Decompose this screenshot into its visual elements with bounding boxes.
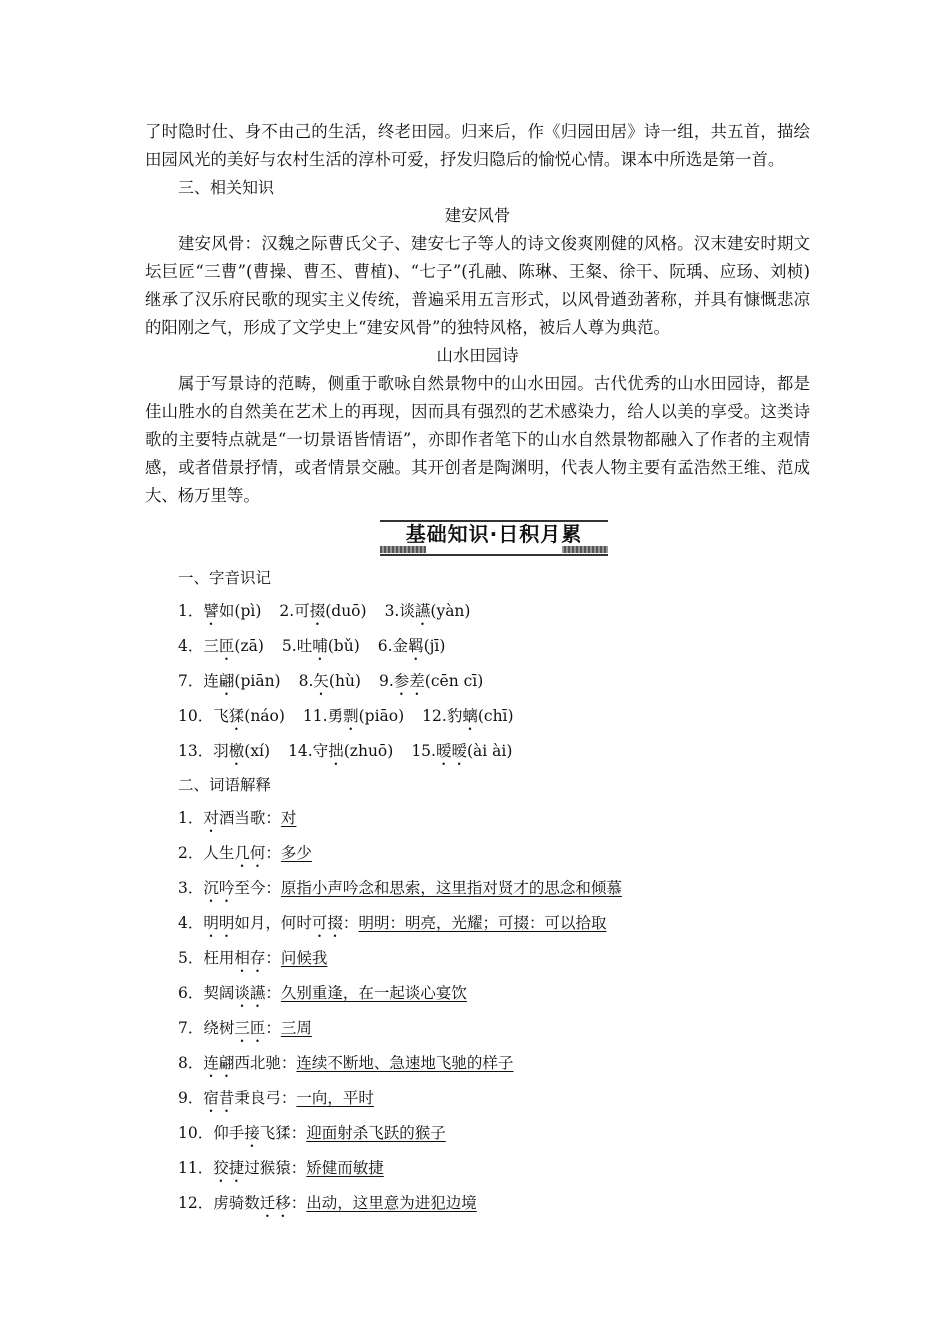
term-suffix: ： <box>265 844 281 862</box>
term-suffix: 至今： <box>234 879 281 897</box>
term-suffix: ： <box>265 949 281 967</box>
dotted-term: 几何 <box>234 844 266 862</box>
dotted-char: 拙 <box>328 742 344 760</box>
item-prefix: 谈 <box>399 602 415 620</box>
vocab-item <box>178 836 810 871</box>
vocab-item <box>178 906 810 941</box>
pinyin: (chī) <box>477 707 514 725</box>
dotted-char: 讌 <box>414 602 431 620</box>
vocab-item <box>178 1046 810 1081</box>
item-number: 8． <box>178 1054 204 1072</box>
item-number: 15. <box>411 742 436 760</box>
pinyin: (xí) <box>244 742 271 760</box>
item-number: 10． <box>178 1124 214 1142</box>
pronunciation-item <box>178 707 285 725</box>
answer-text: 问候我 <box>280 949 328 967</box>
vocab-item <box>178 1151 810 1186</box>
pronunciation-item <box>303 707 404 725</box>
vocab-list <box>145 801 810 1221</box>
pronunciation-item <box>282 637 360 655</box>
item-number: 2. <box>279 602 295 620</box>
item-number: 9. <box>378 672 394 690</box>
vocab-item <box>178 1116 810 1151</box>
dotted-term: 宿昔 <box>203 1089 235 1107</box>
pinyin: (ài ài) <box>466 742 513 760</box>
dotted-term: 明明 <box>203 914 235 932</box>
dotted-term: 狡捷 <box>213 1159 245 1177</box>
term-suffix: 酒当歌： <box>218 809 281 827</box>
dotted-char: 螭 <box>462 707 478 725</box>
term-prefix: 绕树 <box>203 1019 235 1037</box>
dotted-term: 三匝 <box>234 1019 266 1037</box>
item-prefix: 三 <box>203 637 219 655</box>
term-prefix: 契阔 <box>203 984 235 1002</box>
pronunciation-row <box>178 734 810 769</box>
item-suffix: 如 <box>218 602 235 620</box>
answer-text: 对 <box>280 809 297 827</box>
dotted-char: 翩 <box>218 672 235 690</box>
item-number: 3. <box>384 602 400 620</box>
dotted-char: 猱 <box>228 707 245 725</box>
vocab-item <box>178 1081 810 1116</box>
item-prefix: 连 <box>203 672 219 690</box>
item-number: 11. <box>302 707 328 725</box>
item-number: 11． <box>178 1159 214 1177</box>
item-prefix: 勇 <box>327 707 344 725</box>
item-number: 8. <box>298 672 314 690</box>
item-number: 12． <box>178 1194 214 1212</box>
pinyin: (cēn cī) <box>424 672 484 690</box>
item-number: 5. <box>281 637 297 655</box>
pronunciation-item <box>378 637 446 655</box>
item-prefix: 守 <box>312 742 329 760</box>
item-number: 2． <box>178 844 204 862</box>
pronunciation-item <box>422 707 513 725</box>
dotted-char: 剽 <box>343 707 359 725</box>
dotted-term: 可掇 <box>311 914 343 932</box>
term-suffix: 秉良弓： <box>234 1089 297 1107</box>
section3-heading: 三、相关知识 <box>178 178 275 197</box>
dotted-term: 谈讌 <box>234 984 266 1002</box>
pronunciation-item <box>279 602 366 620</box>
item-number: 4． <box>178 914 204 932</box>
item-prefix: 金 <box>392 637 409 655</box>
dotted-char: 匝 <box>218 637 235 655</box>
pronunciation-list <box>145 594 810 769</box>
pinyin: (zhuō) <box>343 742 394 760</box>
dotted-term: 迁移 <box>259 1194 291 1212</box>
vocab-item <box>178 871 810 906</box>
dotted-char: 羁 <box>408 637 424 655</box>
pronunciation-item <box>379 672 483 690</box>
dotted-char: 譬 <box>203 602 219 620</box>
term-prefix: 人生 <box>203 844 235 862</box>
dotted-term: 相存 <box>234 949 266 967</box>
dotted-char: 掇 <box>309 602 326 620</box>
item-number: 1． <box>178 809 204 827</box>
pronunciation-item <box>178 672 281 690</box>
item-number: 7． <box>178 672 204 690</box>
item-number: 6． <box>178 984 204 1002</box>
pinyin: (hù) <box>328 672 361 690</box>
pinyin: (duō) <box>325 602 367 620</box>
dotted-term: 接 <box>244 1124 260 1142</box>
pinyin: (zā) <box>234 637 264 655</box>
vocab-item <box>178 801 810 836</box>
pronunciation-item <box>288 742 393 760</box>
item-number: 14. <box>288 742 313 760</box>
pinyin: (náo) <box>244 707 285 725</box>
pronunciation-row <box>178 629 810 664</box>
vocab-heading: 二、词语解释 <box>178 776 272 794</box>
topic2-text: 属于写景诗的范畴，侧重于歌咏自然景物中的山水田园。古代优秀的山水田园诗，都是佳山胜水的自然美在艺术上的再现，因而具有强烈的艺术感染力，给人以美的享受。这类诗歌的主要特点就是“一切景语皆情语”，亦即作者笔下的山水自然景物都融入了作者的主观情感，或者借景抒情，或者情景交融。其开创者是陶渊明，代表人物主要有孟浩然王维、范成大、杨万里等。 <box>145 374 810 505</box>
dotted-char: 檄 <box>228 742 245 760</box>
term-prefix: 虏骑数 <box>213 1194 260 1212</box>
item-prefix: 羽 <box>213 742 229 760</box>
answer-text: 多少 <box>280 844 312 862</box>
pronunciation-item <box>178 602 261 620</box>
vocab-item <box>178 1186 810 1221</box>
term-suffix: 西北驰： <box>234 1054 297 1072</box>
pronunciation-row <box>178 594 810 629</box>
item-number: 12. <box>422 707 447 725</box>
term-prefix: 枉用 <box>203 949 235 967</box>
term-suffix: ： <box>265 1019 281 1037</box>
topic1-title: 建安风骨 <box>444 206 511 225</box>
pinyin: (pì) <box>234 602 262 620</box>
intro-paragraph: 了时隐时仕、身不由己的生活，终老田园。归来后，作《归园田居》诗一组，共五首，描绘田园风光的美好与农村生活的淳朴可爱，抒发归隐后的愉悦心情。课本中所选是第一首。 <box>145 122 810 169</box>
pronunciation-item <box>178 637 264 655</box>
item-number: 5． <box>178 949 204 967</box>
pinyin: (piān) <box>234 672 281 690</box>
vocab-item <box>178 976 810 1011</box>
document-page <box>145 118 810 1221</box>
dotted-char: 参差 <box>393 672 425 690</box>
dotted-char: 暧暧 <box>435 742 467 760</box>
item-prefix: 豹 <box>446 707 463 725</box>
answer-text: 原指小声吟念和思索，这里指对贤才的思念和倾慕 <box>280 879 622 897</box>
dotted-term: 沉吟 <box>203 879 235 897</box>
term-suffix: 过猴猿： <box>244 1159 307 1177</box>
term-suffix: 如月，何时 <box>234 914 312 932</box>
answer-text: 连续不断地、急速地飞驰的样子 <box>296 1054 514 1072</box>
item-number: 7． <box>178 1019 204 1037</box>
pinyin: (bǔ) <box>327 637 360 655</box>
dotted-char: 矢 <box>313 672 329 690</box>
section-banner <box>145 514 810 560</box>
item-number: 9． <box>178 1089 204 1107</box>
vocab-item <box>178 1011 810 1046</box>
pronunciation-item <box>411 742 512 760</box>
item-prefix: 可 <box>294 602 310 620</box>
item-number: 3． <box>178 879 204 897</box>
item-number: 4． <box>178 637 204 655</box>
item-number: 13． <box>178 742 214 760</box>
topic1-text: 建安风骨：汉魏之际曹氏父子、建安七子等人的诗文俊爽刚健的风格。汉末建安时期文坛巨匠“三曹”(曹操、曹丕、曹植)、“七子”(孔融、陈琳、王粲、徐干、阮瑀、应玚、刘桢)继承了汉乐府民歌的现实主义传统，普遍采用五言形式，以风骨遒劲著称，并具有慷慨悲凉的阳刚之气，形成了文学史上“建安风骨”的独特风格，被后人尊为典范。 <box>145 234 810 337</box>
answer-text: 迎面射杀飞跃的猴子 <box>306 1124 446 1142</box>
dotted-term: 连翩 <box>203 1054 235 1072</box>
dotted-char: 哺 <box>312 637 328 655</box>
answer-text: 一向，平时 <box>296 1089 374 1107</box>
pronunciation-row <box>178 664 810 699</box>
term-suffix: ： <box>290 1194 307 1212</box>
pronunciation-row <box>178 699 810 734</box>
term-suffix: 飞猱： <box>259 1124 307 1142</box>
item-prefix: 吐 <box>296 637 313 655</box>
answer-text: 出动，这里意为进犯边境 <box>306 1194 477 1212</box>
pronunciation-item <box>385 602 471 620</box>
item-number: 1． <box>178 602 204 620</box>
pronunciation-heading: 一、字音识记 <box>178 569 272 587</box>
answer-text: 久别重逢，在一起谈心宴饮 <box>280 984 467 1002</box>
term-suffix: ： <box>265 984 281 1002</box>
pronunciation-item <box>178 742 270 760</box>
topic2-title: 山水田园诗 <box>436 346 519 365</box>
term-prefix: 仰手 <box>213 1124 245 1142</box>
term-suffix: ： <box>342 914 359 932</box>
dotted-term: 对 <box>203 809 219 827</box>
item-prefix: 飞 <box>213 707 229 725</box>
item-number: 10． <box>178 707 214 725</box>
item-number: 6. <box>377 637 393 655</box>
banner-title: 基础知识·日积月累 <box>405 522 583 546</box>
vocab-item <box>178 941 810 976</box>
pinyin: (yàn) <box>430 602 471 620</box>
pinyin: (piāo) <box>358 707 405 725</box>
answer-text: 三周 <box>280 1019 312 1037</box>
answer-text: 矫健而敏捷 <box>306 1159 384 1177</box>
answer-text: 明明：明亮，光耀；可掇：可以拾取 <box>358 914 607 932</box>
pronunciation-item <box>299 672 361 690</box>
pinyin: (jī) <box>423 637 446 655</box>
